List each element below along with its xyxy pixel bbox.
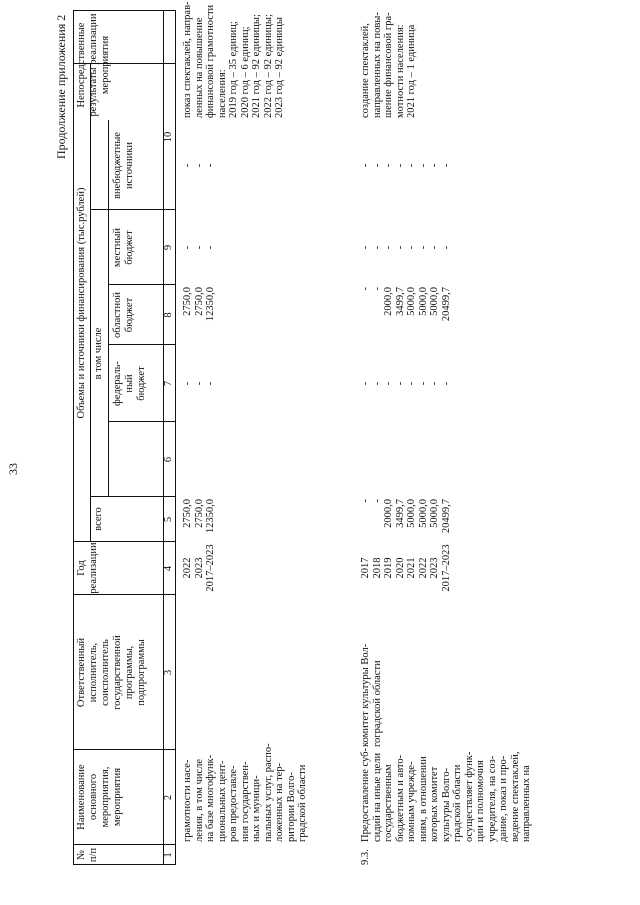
year-cell: 2022 [417, 557, 429, 579]
event-name-line: ведение спектаклей, [509, 751, 521, 842]
regional-cell: 20499,7 [440, 287, 452, 322]
event-name-line: градской области [297, 764, 308, 842]
header-federal: федераль- ный бюджет [112, 361, 147, 406]
column-number: 6 [163, 456, 174, 463]
total-cell: 2000,0 [383, 499, 394, 528]
result-line: показ спектаклей, направ- [182, 1, 193, 118]
year-cell: 2017–2023 [440, 544, 452, 592]
extra-cell: - [440, 163, 452, 168]
total-cell: 2750,0 [193, 499, 205, 528]
event-name-line: ритории Волго- [285, 772, 297, 842]
federal-cell: - [193, 381, 205, 386]
result-line: ленных на повышение [193, 17, 205, 118]
header-incl: в том числе [93, 327, 104, 380]
executor-line: гоградской области [371, 660, 383, 747]
regional-cell: 12350,0 [205, 287, 216, 322]
header-extra: внебюджетные источники [112, 132, 135, 199]
extra-cell: - [417, 163, 429, 168]
result-line: 2021 год – 92 единицы; [251, 14, 262, 118]
regional-cell: - [360, 287, 371, 291]
column-number: 9 [163, 244, 174, 251]
event-name-line: сидий на иные цели [371, 752, 383, 842]
local-cell: - [371, 245, 383, 250]
year-cell: 2023 [193, 557, 205, 579]
total-cell: 12350,0 [205, 499, 216, 534]
federal-cell: - [429, 381, 440, 386]
event-name-line: Предоставление суб- [360, 748, 371, 842]
total-cell: 2750,0 [182, 499, 193, 528]
year-cell: 2017 [360, 557, 371, 579]
result-line: 2019 год – 35 единиц; [228, 21, 239, 118]
total-cell: 5000,0 [417, 499, 429, 528]
extra-cell: - [193, 163, 205, 168]
header-event-name: Наименование основного мероприятия, мероприятия [76, 764, 123, 830]
header-executor: Ответственный исполнитель, соисполнитель государственной программы, подпрограммы [76, 635, 147, 710]
event-name-line: циональных цент- [216, 760, 228, 842]
extra-cell: - [182, 163, 193, 168]
result-line: 2023 год – 92 единицы [274, 17, 285, 118]
federal-cell: - [360, 381, 371, 386]
local-cell: - [383, 245, 394, 250]
regional-cell: 5000,0 [429, 287, 440, 316]
federal-cell: - [406, 381, 417, 386]
result-line: создание спектаклей, [360, 23, 371, 118]
local-cell: - [406, 245, 417, 250]
extra-cell: - [383, 163, 394, 168]
federal-cell: - [383, 381, 394, 386]
extra-cell: - [406, 163, 417, 168]
event-name-line: ления, в том числе [193, 758, 205, 842]
event-name-line: дание, показ и про- [498, 755, 509, 842]
column-number: 3 [163, 669, 174, 676]
row-number: 9.3. [360, 849, 371, 865]
local-cell: - [440, 245, 452, 250]
total-cell: 3499,7 [394, 499, 406, 528]
year-cell: 2022 [182, 557, 193, 579]
year-cell: 2019 [383, 557, 394, 579]
extra-cell: - [371, 163, 383, 168]
event-name-line: ции и полномочия [475, 760, 486, 842]
column-number: 2 [163, 794, 174, 801]
regional-cell: 5000,0 [406, 287, 417, 316]
result-line: финансовой грамотности [205, 4, 216, 118]
federal-cell: - [205, 381, 216, 386]
extra-cell: - [429, 163, 440, 168]
result-line: шение финансовой гра- [383, 12, 394, 118]
event-name-line: ниям, в отношении [417, 756, 429, 842]
column-number: 8 [163, 312, 174, 318]
column-number: 1 [163, 852, 174, 858]
result-line: 2022 год – 92 единицы; [262, 14, 274, 118]
regional-cell: 3499,7 [394, 287, 406, 316]
column-number: 4 [163, 565, 174, 572]
event-name-line: ния государствен- [239, 761, 251, 842]
event-name-line: ложенных на тер- [274, 762, 285, 842]
column-number: 10 [163, 131, 174, 143]
federal-cell: - [440, 381, 452, 386]
event-name-line: ных и муници- [251, 775, 262, 842]
event-name-line: градской области [452, 764, 463, 842]
event-name-line: государственным [383, 764, 394, 842]
year-cell: 2018 [371, 557, 383, 579]
year-cell: 2020 [394, 557, 406, 579]
event-name-line: культуры Волго- [440, 767, 452, 842]
year-cell: 2021 [406, 557, 417, 579]
federal-cell: - [371, 381, 383, 386]
header-total: всего [93, 507, 104, 531]
local-cell: - [205, 245, 216, 250]
regional-cell: 2750,0 [193, 287, 205, 316]
total-cell: 20499,7 [440, 499, 452, 534]
event-name-line: осуществляет функ- [463, 751, 475, 842]
header-year: Год реализации [76, 542, 99, 594]
column-number: 7 [163, 380, 174, 387]
regional-cell: - [371, 287, 383, 291]
local-cell: - [182, 245, 193, 250]
total-cell: - [371, 499, 383, 503]
header-local: местный бюджет [112, 227, 135, 268]
page-number: 33 [6, 463, 20, 475]
event-name-line: пальных услуг, распо- [262, 743, 274, 842]
year-cell: 2023 [429, 557, 440, 579]
header-number: № п/п [76, 847, 99, 863]
header-results: Непосредственные результаты реализации мероприятия [76, 13, 111, 117]
result-line: мотности населения: [394, 24, 406, 118]
local-cell: - [417, 245, 429, 250]
executor-line: комитет культуры Вол- [360, 643, 371, 747]
total-cell: 5000,0 [406, 499, 417, 528]
event-name-line: которых комитет [429, 766, 440, 842]
event-name-line: номным учрежде- [406, 761, 417, 842]
event-name-line: бюджетным и авто- [394, 754, 406, 842]
column-number: 5 [163, 516, 174, 523]
header-finance-group: Объемы и источники финансирования (тыс.рублей) [76, 187, 87, 419]
total-cell: 5000,0 [429, 499, 440, 528]
event-name-line: грамотности насе- [182, 759, 193, 842]
federal-cell: - [394, 381, 406, 386]
appendix-caption: Продолжение приложения 2 [54, 14, 68, 159]
result-line: 2020 год – 6 единиц; [239, 26, 251, 118]
event-name-line: направленных на [521, 765, 532, 842]
regional-cell: 5000,0 [417, 287, 429, 316]
total-cell: - [360, 499, 371, 503]
result-line: населения: [216, 69, 228, 118]
result-line: направленных на повы- [371, 12, 383, 118]
year-cell: 2017–2023 [205, 544, 216, 592]
regional-cell: 2000,0 [383, 287, 394, 316]
extra-cell: - [360, 163, 371, 168]
federal-cell: - [182, 381, 193, 386]
result-line: 2021 год – 1 единица [406, 24, 417, 118]
event-name-line: ров предоставле- [228, 765, 239, 842]
local-cell: - [394, 245, 406, 250]
header-regional: областной бюджет [112, 292, 135, 338]
extra-cell: - [394, 163, 406, 168]
regional-cell: 2750,0 [182, 287, 193, 316]
extra-cell: - [205, 163, 216, 168]
local-cell: - [360, 245, 371, 250]
event-name-line: на базе многофунк- [205, 754, 216, 842]
local-cell: - [429, 245, 440, 250]
event-name-line: учредителя, на соз- [486, 755, 498, 842]
federal-cell: - [417, 381, 429, 386]
local-cell: - [193, 245, 205, 250]
